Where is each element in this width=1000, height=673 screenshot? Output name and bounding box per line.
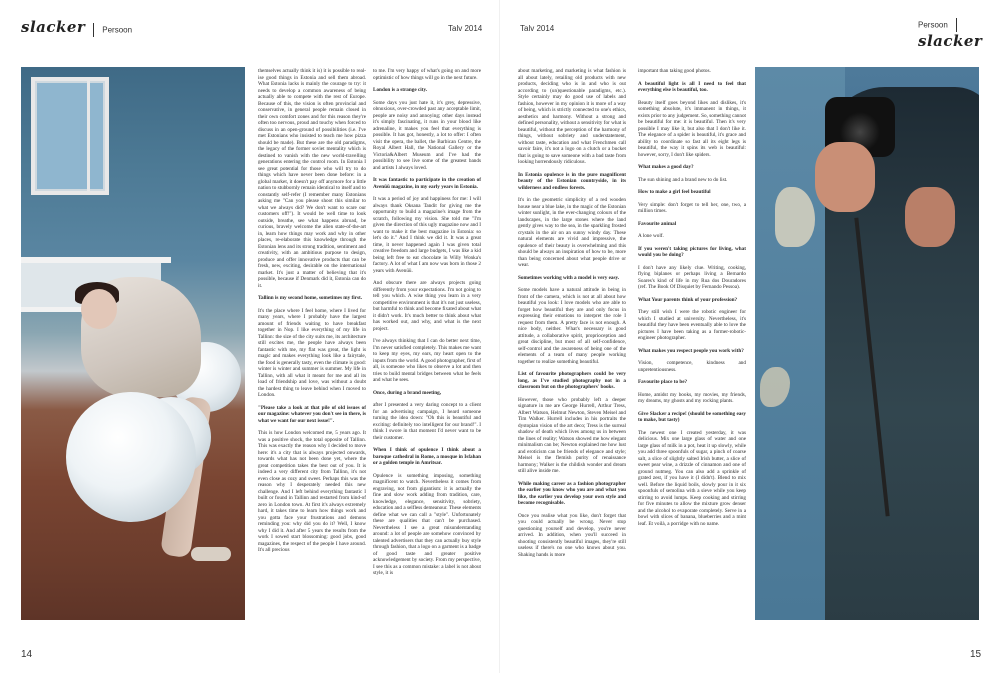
answer: They still wish I were the robotic engineer for which I studied at university. Nevertheless, it's beautiful they have been eventually able to love the pictures I have been taking as a former-robotic-engineer photographer. (638, 309, 746, 341)
paragraph: to me. I'm very happy of what's going on and more optimistic of how things will go in the next future. (373, 68, 481, 81)
photo-hand (905, 187, 955, 247)
right-issue-label: Talv 2014 (520, 24, 555, 33)
question: Sometimes working with a model is very easy. (518, 274, 620, 281)
answer: I've always thinking that I can do better next time, I'm never satisfied completely. This makes me want to keep my eyes, my ears, my heart open to the inputs from the world. A good photographer, first of all, is someone who likes to observe a lot and then tries to build mental bridges between what he feels and what he sees. (373, 338, 481, 383)
photo-model-shoe (191, 547, 231, 561)
answer: I don't have any likely clue. Writing, cooking, flying biplanes or perhaps living a Bernardo Soares's kind of life in my Rua dos Douradores (ref. The Book Of Disquiet by Fernando Pessoa). (638, 264, 746, 290)
paragraph: about marketing, and marketing is what fashion is all about lately, retailing old products with new products, deciding who is in and who is out according to (un)questionable paradigms, etc.). Style certainly may do good use of labels and fashion, however in my opinion it is more of a way of being, which is strictly connected to one's ethics, aesthetics and harmony. Without a strong and defined personality, without a sensitivity for what is beautiful, without the perception of the harmony of things, without sobriety and understatement, without taste, education and what Frenchmen call savoir faire, it's not a logo on a clutch or a bucket that is going to save someone with a bad taste from looking horrendously ridiculous. (518, 68, 626, 165)
photo-model-head (81, 289, 117, 329)
text-column-4 (638, 68, 746, 533)
answer: It was a period of joy and happiness for me: I will always thank Oksana Tandit for giving me the opportunity to build a magazine's image from the scratch, following my vision. She told me "I'm given the direction of this ugly magazine now and I want to make it the best magazine in Estonia: so let's do it." And I think we did it. It was a great time, it never happened again I was given total creative freedom and large budgets, I was like a kid being left free to eat chocolate in Willy Wonka's factory. A lot of what I am now was born in those 2 years with Avenüü. (373, 196, 481, 274)
answer: Once you realise what you like, don't forget that you could actually be wrong. Never stop questioning yourself and develop, you're never arrived. In addition, when you'll succeed in shooting consistently beautiful images, they're still useless if there's no one who knows about you. Shaking hands is more (518, 512, 626, 558)
left-photo (21, 67, 245, 620)
answer: after I presented a very daring concept to a client for an advertising campaign, I heard someone turning the idea down: "Oh this is beautiful and exciting: definitely too intelligent for our brand!". I think I swore in that moment I'd never want to be their customer. (373, 402, 481, 441)
paragraph: themselves actually think it is) it is possible to real-ise good things in Estonia and sell them abroad. What Estonia lacks is mainly the courage to try: it needs to develop a common awareness of being actually able to compete with the rest of Europe. Because of this, the vision is often provincial and conservative, in general people remain closed in their own comfort zones and for this reason they're often too nervous, proud and touchy when forced to discuss in an open-ground of possibilities (i.e. I've met Estonians who insisted to teach me how pizza should be made). But these are the old paradigms, the legacy of the former soviet mentality which is destined to vanish with the new world-travelling generations entering the control room. In Estonia I see great potential for those who will try to do things which have never been done before: in a global market, it doesn't pay off anymore for a little nation to stubbornly remain identical to itself and to constantly self-refer (I remember many Estonians asking me "Can you please shoot this similar to what we always did? We don't want to scare our customers off!"). It would be well time to look outside, breathe, see what happens abroad, be curious, bravely welcome the alien state-of-the-art in, learn how things may work and why in other places, re-elaborate this knowledge through the Estonian lens and its strong tradition, sentiment and creativity, with an ambitious purpose to design, produce and offer innovative products that can be fresh, new, exciting, desirable on the international market. It's just a matter of believing that it's possible, because if Denmark did it, Estonia can do it. (258, 68, 366, 289)
text-column-2 (373, 68, 481, 583)
answer: Beauty itself goes beyond likes and dislikes, it's something absolute, it's immanent in things, it exists prior to any judgement. So, something cannot be beautiful for me: it is beautiful. Then it's very possible I may like it, but also that I don't like it. The elegance of a spider is beautiful, it's grace and ability to coordinate so fast all its eight legs is beautiful, the way it spins its web is beautiful: however, sorry, I don't like spiders. (638, 99, 746, 158)
answer: The newest one I created yesterday, it was delicious. Mix one large glass of water and one large glass of milk in a pot, heat it up slowly, while you add three spoonfuls of sugar, a pinch of coarse salt, a slice of slightly salted Irish butter, a slice of sweet pear wine, a drizzle of cinnamon and one of ground nutmeg. You can also add a sprinkle of grated zest, if you have it (I didn't). Blend to mix well. Before the liquid boils, slowly pour in it six spoonfuls of semolina with a sieve while you keep stirring to avoid lumps. Keep cooking and stirring for five minutes to allow the mixture grow denser and the alcohol to evaporate completely. Serve in a bowl with slices of banana, blueberries and a mint leaf. Et voilà, a porridge with no name. (638, 429, 746, 527)
question: Favourite place to be? (638, 379, 688, 385)
left-page-number: 14 (21, 649, 33, 660)
text-column-3 (518, 68, 626, 564)
answer: Very simple: don't forget to tell her, one, two, a million times. (638, 201, 746, 214)
right-section-label: Persoon (918, 20, 948, 30)
question: List of favourite photographers could be very long, as I've studied photography not in a classroom but on the photographers' books. (518, 371, 626, 390)
question: What makes you respect people you work with? (638, 347, 744, 354)
right-header (918, 18, 1000, 50)
question: London is a strange city. (373, 87, 428, 93)
question: "Please take a look at that pile of old issues of our magazine: whatever you don't see in there, is what we want for our next issue!". (258, 404, 366, 424)
left-header (21, 18, 132, 37)
left-section-label: Persoon (102, 25, 133, 35)
question: It was fantastic to participate in the creation of Avenüü magazine, in my early years in Estonia. (373, 177, 481, 190)
answer: Vision, competence, kindness and unpretentiousness. (638, 360, 746, 373)
question: A beautiful light is all I need to feel that everything else is beautiful, too. (638, 80, 746, 93)
answer: Opulence is something imposing, something magnificent to watch. Nevertheless it comes from engraving, not from gigantism: it is actually the fine and slow work adding from tradition, care, knowledge, elegance, sensitivity, sobriety, education and a selfless demeanour. These elements define what we can call a "style". Unfortunately these are qualities that can't be purchased. Nevertheless I see a great misunderstanding around: a lot of people are somehow convinced by talented advertisers that they can actually buy style through fashion, that a logo on a garment is a badge of good taste and greater positive acknowledgement by society. From my perspective, I see this as a common mistake: a label is not about style, it is (373, 472, 481, 576)
question: What makes a good day? (638, 164, 694, 170)
question: When I think of opulence I think about a baroque cathedral in Rome, a mosque in Isfahan or a golden temple in Amritsar. (373, 447, 481, 466)
answer: This is how London welcomed me, 5 years ago. It was a positive shock, the total opposite of Tallinn. This was exactly the reason why I decided to move here: it's a city that is always projected onwards, towards what has not been done yet, where the great competition takes the best out of you. It is indeed a very different city from Tallinn, it's not even close as cozy and sweet. Perhaps this was the reason why I desperately needed this new challenge. And I left behind everything fantastic I built or found in Tallinn and restarted from kind-of zero in London town. At first it's always extremely hard, it takes time to learn how things work and you gotta face your frustrations and demons reminding you: why did you do it? Well, I know why I did it. And after 5 years the results from the work I sowed start blossoming: good jobs, good magazines, the respect of the people I have around. It's all precious (258, 430, 366, 553)
right-logo: slacker (918, 32, 983, 50)
question: While making career as a fashion photographer the earlier you know who you are and what you like, the earlier you develop your own style and become recognisable. (518, 480, 626, 506)
answer: Some models have a natural attitude in being in front of the camera, which is not at all about how beautiful you look: I love models who are able to forget how beautiful they are and only focus in expressing their emotions to interpret the role I request from them. A pretty face is not enough. A nice body, neither. What's necessary is good attitude, a collaborative spirit, proprioception and great discipline, but most of all self-confidence, self-control and the awareness of being one of the elements of a team of many people working together to realize something beautiful. (518, 287, 626, 365)
right-photo (755, 67, 979, 620)
question: What Your parents think of your profession? (638, 296, 738, 303)
left-logo: slacker (21, 18, 86, 36)
photo-window (31, 77, 109, 195)
paragraph: important than taking good photos. (638, 68, 711, 74)
photo-balloon-large (66, 392, 196, 522)
answer: However, those who probably left a deeper signature in me are George Hurrell, Arthur Tress, Albert Watson, Helmut Newton, Steven Meisel and Tim Walker. Hurrell includes in his portraits the dystopian vision of the art deco; Tress is the surreal shadow of death which lives among us in between the lines of reality; Watson showed me how elegant minimalism can be; Newton explained me how lust and eroticism can be friends of elegance and style; Meisel is the flemish purity of renaissance harmony; Walker is the childish wonder and dream still alive inside me. (518, 396, 626, 474)
question: If you weren't taking pictures for living, what would you be doing? (638, 245, 746, 258)
text-column-1 (258, 68, 366, 560)
answer: Home, amidst my books, my movies, my friends, my dreams, my ghosts and my rocking plants. (638, 391, 746, 404)
left-header-divider (93, 23, 94, 37)
answer: It's the place where I feel home, where I lived for many years, where I probably have the largest amount of friends waiting to have breakfast together in Nop. I like everything of my life in Tallinn: the size of the city suits me, its architecture still excites me, the people have always been fantastic with me, my flat was great, the light is magic and makes everything look like a fairytale, the food is generally tasty, even the climate is good: winter is winter and summer is summer. My life in Tallinn, with all what it meant for me and all its load of friendship and love, was without a doubt the hardest thing to leave behind when I moved to London. (258, 307, 366, 398)
question: Give Slacker a recipe! (should be something easy to make, but tasty) (638, 410, 746, 423)
answer: A lone wolf. (638, 233, 664, 239)
right-header-divider (956, 18, 957, 32)
photo-hand (815, 142, 875, 212)
answer: And obscure there are always projects going differently from your expectations. I'm not going to tell you which. A wise thing you learn in a very competitive environment is that it's not just useless, but harmful to think and become fixated about what it didn't work. It's much better to think about what has worked out, and why, and what is the next project. (373, 280, 481, 332)
question: Tallinn is my second home, sometimes my first. (258, 295, 362, 301)
answer: The sun shining and a brand new to do list. (638, 176, 728, 183)
question: In Estonia opulence is in the pure magnificent beauty of the Estonian countryside, in its wilderness and endless forests. (518, 171, 626, 191)
question: Favourite animal (638, 220, 677, 227)
right-page-number: 15 (970, 649, 982, 660)
left-issue-label: Talv 2014 (448, 24, 483, 33)
question: How to make a girl feel beautiful (638, 189, 711, 195)
answer: It's in the geometric simplicity of a red wooden house near a blue lake, in the magic of the Estonian winter sunlight, in the ever-changing colours of the landscapes, in the large stones where the land gently gives way to the sea, in the sparkling frosted crystals in the air on an sunny windy day. These natural elements are vivid and impressive, the opulence of their beauty is overwhelming and this should be always an inspiration of how to be, more than being concerned about what people drive or wear. (518, 197, 626, 268)
answer: Some days you just hate it, it's grey, depressive, obnoxious, over-crowded past any acceptable limit, people are noisy and annoying; other days instead it's simply fascinating, it runs in your blood like adrenaline, it makes you feel that everything is possible. It has got, honestly, a lot to offer: I often visit the opera, the ballet, the Barbican Centre, the Royal Albert Hall, the National Gallery or the Victoria&Albert Museum and I've had the possibility to see live some of the greatest bands and artists I always loved. (373, 99, 481, 171)
question: Once, during a brand meeting, (373, 389, 442, 396)
